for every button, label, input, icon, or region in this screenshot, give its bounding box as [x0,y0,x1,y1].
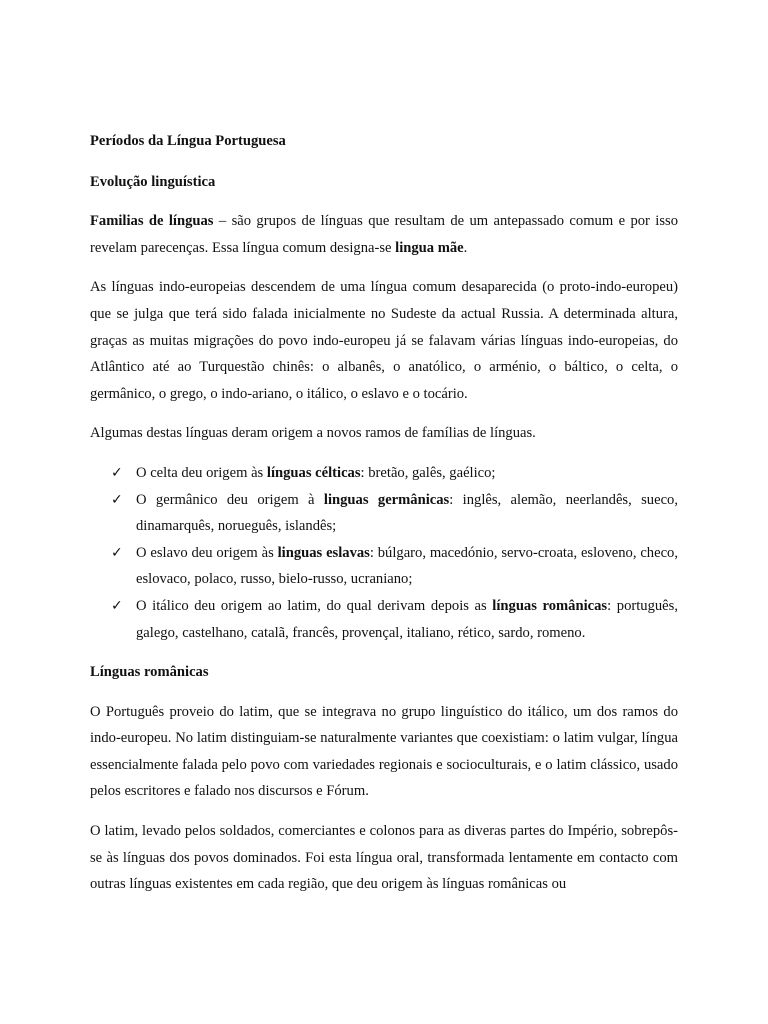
document-title: Períodos da Língua Portuguesa [90,133,286,149]
item-text: O celta deu origem às [136,464,267,481]
document-page [90,128,678,911]
item-bold: línguas célticas [266,464,361,481]
portuguese-origin-paragraph: O Português proveio do latim, que se integrava no grupo linguístico do itálico, um dos ramos do indo-europeu. No latim distinguiam-se naturalmente variantes que coexistiam: o latim vulgar, língua essencialmente falada pelo povo com variedades regionais e socioculturais, e o latim clássico, usado pelos escritores e falado nos discursos e Fórum. [90,703,678,800]
item-bold: linguas germânicas [323,491,450,508]
item-text-end: : português, galego, castelhano, catalã, francês, provençal, italiano, rético, sardo, romeno. [136,597,678,641]
list-intro-paragraph: Algumas destas línguas deram origem a novos ramos de famílias de línguas. [90,425,536,442]
checkmark-icon: ✓ [111,491,123,508]
item-text: O itálico deu origem ao latim, do qual derivam depois as [136,597,493,614]
families-paragraph [90,208,678,261]
families-text: – são grupos de línguas que resultam de um antepassado comum e por isso revelam parecenças. Essa língua comum designa-se [90,213,678,256]
families-end: . [463,239,468,256]
item-text: O eslavo deu origem às [136,544,278,561]
item-bold: linguas eslavas [277,544,370,561]
mother-language-term: lingua mãe [395,239,464,256]
families-term: Familias de línguas [90,213,214,230]
checkmark-icon: ✓ [111,597,123,614]
item-text-end: : inglês, alemão, neerlandês, sueco, dinamarquês, norueguês, islandês; [136,491,679,535]
item-text-end: : búlgaro, macedónio, servo-croata, esloveno, checo, eslovaco, polaco, russo, bielo-russo, ucraniano; [136,544,678,588]
list-item [90,540,678,593]
list-item [90,487,678,540]
section-heading-romance: Línguas românicas [90,664,209,681]
section-heading-evolution: Evolução linguística [90,173,216,190]
language-branch-list [90,460,678,646]
latin-spread-paragraph: O latim, levado pelos soldados, comerciantes e colonos para as diveras partes do Império, sobrepôs-se às línguas dos povos dominados. Foi esta língua oral, transformada lentamente em contacto com outras línguas existentes em cada região, que deu origem às línguas românicas ou [90,823,678,893]
checkmark-icon: ✓ [111,464,123,481]
item-text: O germânico deu origem à [136,491,324,508]
item-bold: línguas românicas [492,597,608,614]
item-text-end: : bretão, galês, gaélico; [360,464,496,481]
list-item [90,460,678,487]
indo-european-paragraph: As línguas indo-europeias descendem de uma língua comum desaparecida (o proto-indo-europeu) que se julga que terá sido falada inicialmente no Sudeste da actual Russia. A determinada altura, graças as muitas migrações do povo indo-europeu já se falavam várias línguas indo-europeias, do Atlântico até ao Turquestão chinês: o albanês, o anatólico, o arménio, o báltico, o celta, o germânico, o grego, o indo-ariano, o itálico, o eslavo e o tocário. [90,279,678,402]
list-item [90,593,678,646]
checkmark-icon: ✓ [111,544,123,561]
